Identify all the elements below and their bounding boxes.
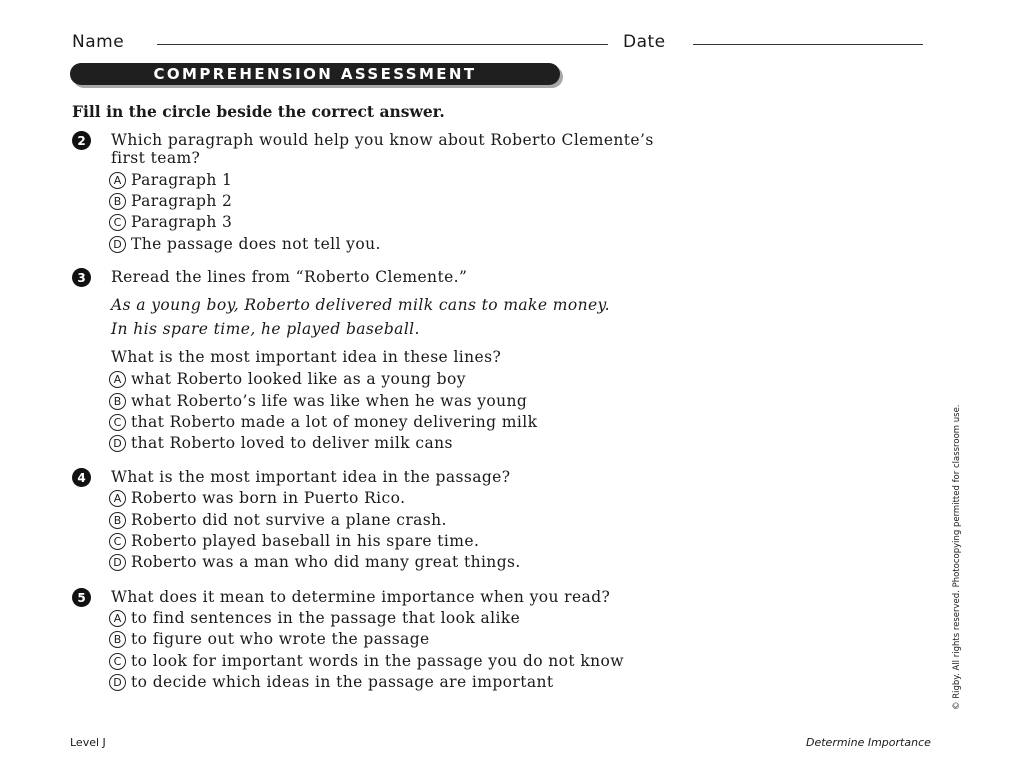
quoted-line: As a young boy, Roberto delivered milk cans to make money. xyxy=(111,296,610,314)
answer-text: that Roberto loved to deliver milk cans xyxy=(131,434,453,452)
answer-option[interactable] xyxy=(109,553,521,571)
answer-option[interactable] xyxy=(109,434,453,452)
date-label: Date xyxy=(623,32,666,52)
quoted-line: In his spare time, he played baseball. xyxy=(111,320,420,338)
answer-option[interactable] xyxy=(109,489,405,507)
answer-option[interactable] xyxy=(109,392,527,410)
question-number: 4 xyxy=(72,468,91,487)
answer-option[interactable] xyxy=(109,511,447,529)
answer-option[interactable] xyxy=(109,630,430,648)
answer-text: Roberto was a man who did many great things. xyxy=(131,553,521,571)
answer-bubble[interactable]: D xyxy=(109,674,126,691)
name-label: Name xyxy=(72,32,125,52)
answer-bubble[interactable]: A xyxy=(109,490,126,507)
question-stem: What does it mean to determine importance when you read? xyxy=(111,588,611,606)
answer-option[interactable] xyxy=(109,532,479,550)
answer-option[interactable] xyxy=(109,192,232,210)
answer-text: Paragraph 2 xyxy=(131,192,233,210)
name-field[interactable] xyxy=(157,44,608,45)
answer-text: Roberto was born in Puerto Rico. xyxy=(131,489,406,507)
answer-bubble[interactable]: C xyxy=(109,653,126,670)
question-stem-line: Which paragraph would help you know about Roberto Clemente’s xyxy=(111,131,654,149)
answer-bubble[interactable]: D xyxy=(109,435,126,452)
answer-bubble[interactable]: A xyxy=(109,610,126,627)
question-stem: Reread the lines from “Roberto Clemente.” xyxy=(111,268,468,286)
date-field[interactable] xyxy=(693,44,923,45)
answer-option[interactable] xyxy=(109,652,624,670)
answer-text: to look for important words in the passage you do not know xyxy=(131,652,624,670)
question-stem xyxy=(111,131,654,167)
answer-option[interactable] xyxy=(109,171,232,189)
answer-text: Roberto played baseball in his spare time. xyxy=(131,532,480,550)
answer-bubble[interactable]: B xyxy=(109,631,126,648)
answer-option[interactable] xyxy=(109,413,537,431)
answer-text: to decide which ideas in the passage are important xyxy=(131,673,554,691)
answer-text: what Roberto’s life was like when he was young xyxy=(131,392,528,410)
answer-option[interactable] xyxy=(109,370,466,388)
answer-text: to figure out who wrote the passage xyxy=(131,630,430,648)
question-prompt: What is the most important idea in these lines? xyxy=(111,348,502,366)
section-banner: COMPREHENSION ASSESSMENT xyxy=(70,63,560,85)
answer-bubble[interactable]: B xyxy=(109,393,126,410)
question-stem: What is the most important idea in the passage? xyxy=(111,468,511,486)
answer-option[interactable] xyxy=(109,235,381,253)
answer-bubble[interactable]: C xyxy=(109,533,126,550)
answer-option[interactable] xyxy=(109,213,232,231)
level-label: Level J xyxy=(70,736,106,749)
question-stem-line: first team? xyxy=(111,149,201,167)
answer-option[interactable] xyxy=(109,673,553,691)
answer-text: what Roberto looked like as a young boy xyxy=(131,370,466,388)
copyright-notice: © Rigby. All rights reserved. Photocopying permitted for classroom use. xyxy=(952,404,962,710)
question-number: 3 xyxy=(72,268,91,287)
answer-option[interactable] xyxy=(109,609,520,627)
skill-label: Determine Importance xyxy=(806,736,931,749)
answer-bubble[interactable]: D xyxy=(109,554,126,571)
answer-bubble[interactable]: C xyxy=(109,214,126,231)
answer-text: Paragraph 3 xyxy=(131,213,233,231)
answer-bubble[interactable]: B xyxy=(109,193,126,210)
answer-bubble[interactable]: B xyxy=(109,512,126,529)
answer-bubble[interactable]: D xyxy=(109,236,126,253)
question-number: 5 xyxy=(72,588,91,607)
answer-bubble[interactable]: A xyxy=(109,172,126,189)
answer-text: Paragraph 1 xyxy=(131,171,233,189)
answer-bubble[interactable]: C xyxy=(109,414,126,431)
question-number: 2 xyxy=(72,131,91,150)
answer-text: The passage does not tell you. xyxy=(131,235,381,253)
instructions: Fill in the circle beside the correct answer. xyxy=(72,102,445,121)
answer-text: that Roberto made a lot of money delivering milk xyxy=(131,413,538,431)
answer-text: to find sentences in the passage that look alike xyxy=(131,609,521,627)
answer-bubble[interactable]: A xyxy=(109,371,126,388)
answer-text: Roberto did not survive a plane crash. xyxy=(131,511,447,529)
